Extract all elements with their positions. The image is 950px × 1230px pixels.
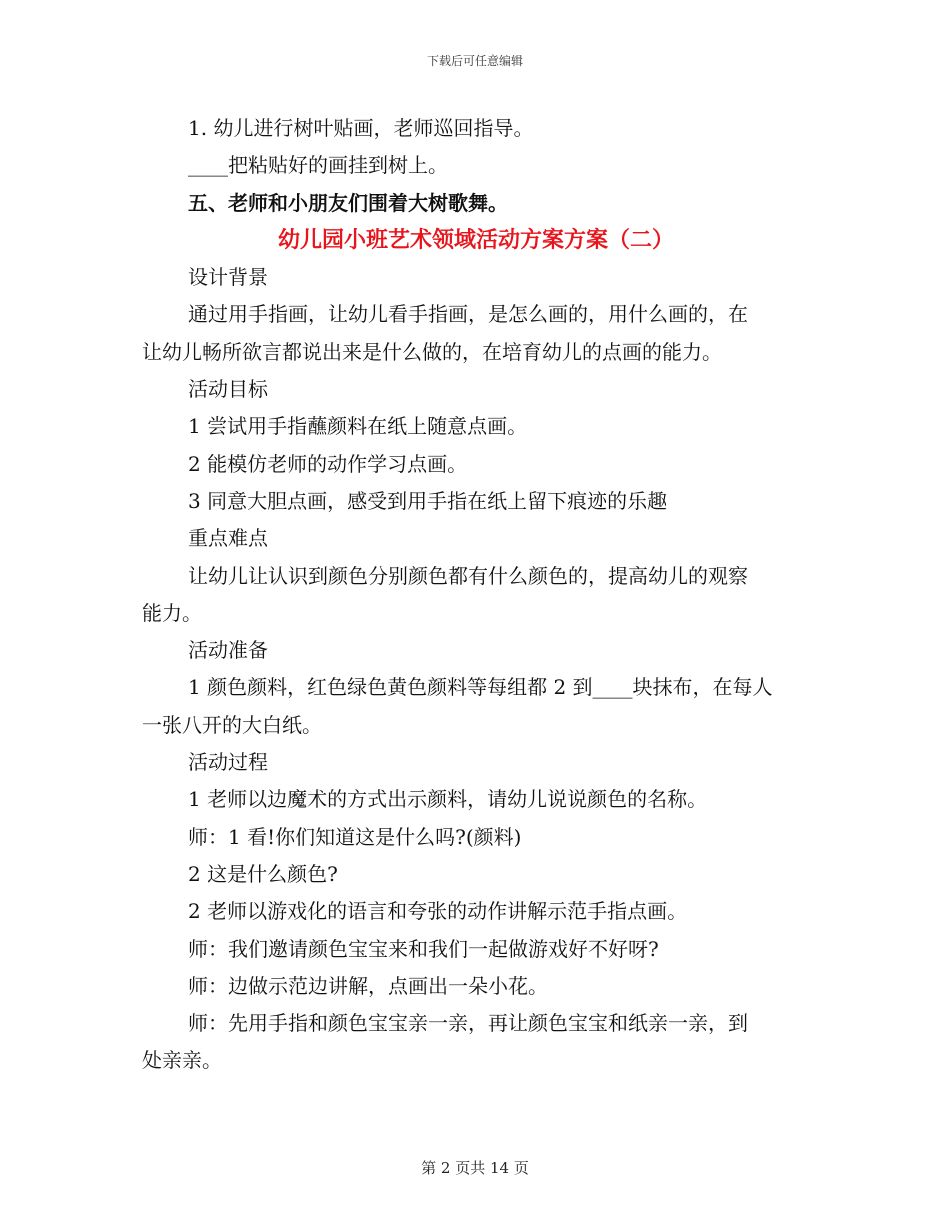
goal-item-3: 3 同意大胆点画，感受到用手指在纸上留下痕迹的乐趣	[188, 488, 668, 513]
section-label-process: 活动过程	[188, 750, 268, 775]
paragraph-step-2: ____把粘贴好的画挂到树上。	[188, 153, 448, 178]
paragraph-preparation-line-1: 1 颜色颜料，红色绿色黄色颜料等每组都 2 到____块抹布，在每人	[188, 675, 773, 700]
paragraph-key-points-line-1: 让幼儿让认识到颜色分别颜色都有什么颜色的，提高幼儿的观察	[188, 563, 748, 588]
section-label-key-points: 重点难点	[188, 526, 268, 551]
paragraph-step-1: 1. 幼儿进行树叶贴画，老师巡回指导。	[188, 116, 534, 140]
paragraph-key-points-line-2: 能力。	[142, 600, 202, 625]
process-dialogue-4-line-2: 处亲亲。	[142, 1048, 222, 1073]
process-step-1: 1 老师以边魔术的方式出示颜料，请幼儿说说颜色的名称。	[188, 787, 708, 812]
process-dialogue-3: 师：边做示范边讲解，点画出一朵小花。	[188, 973, 548, 998]
paragraph-preparation-line-2: 一张八开的大白纸。	[142, 712, 322, 737]
section-label-preparation: 活动准备	[188, 638, 268, 663]
process-question-2: 2 这是什么颜色?	[188, 861, 338, 886]
section-heading-5: 五、老师和小朋友们围着大树歌舞。	[188, 190, 508, 215]
process-dialogue-4-line-1: 师：先用手指和颜色宝宝亲一亲，再让颜色宝宝和纸亲一亲，到	[188, 1011, 748, 1036]
process-dialogue-1: 师：1 看!你们知道这是什么吗?(颜料)	[188, 824, 522, 849]
section-label-goals: 活动目标	[188, 377, 268, 402]
goal-item-2: 2 能模仿老师的动作学习点画。	[188, 451, 468, 476]
page-footer: 第 2 页共 14 页	[421, 1159, 529, 1177]
paragraph-background-line-2: 让幼儿畅所欲言都说出来是什么做的，在培育幼儿的点画的能力。	[142, 339, 722, 364]
process-step-2: 2 老师以游戏化的语言和夸张的动作讲解示范手指点画。	[188, 899, 688, 924]
section-label-background: 设计背景	[188, 265, 268, 290]
process-dialogue-2: 师：我们邀请颜色宝宝来和我们一起做游戏好不好呀?	[188, 936, 659, 961]
paragraph-background-line-1: 通过用手指画，让幼儿看手指画，是怎么画的，用什么画的，在	[188, 302, 748, 327]
document-body	[142, 110, 810, 1080]
goal-item-1: 1 尝试用手指蘸颜料在纸上随意点画。	[188, 414, 528, 439]
document-title: 幼儿园小班艺术领域活动方案方案（二）	[277, 226, 674, 253]
page-header: 下载后可任意编辑	[426, 54, 523, 68]
